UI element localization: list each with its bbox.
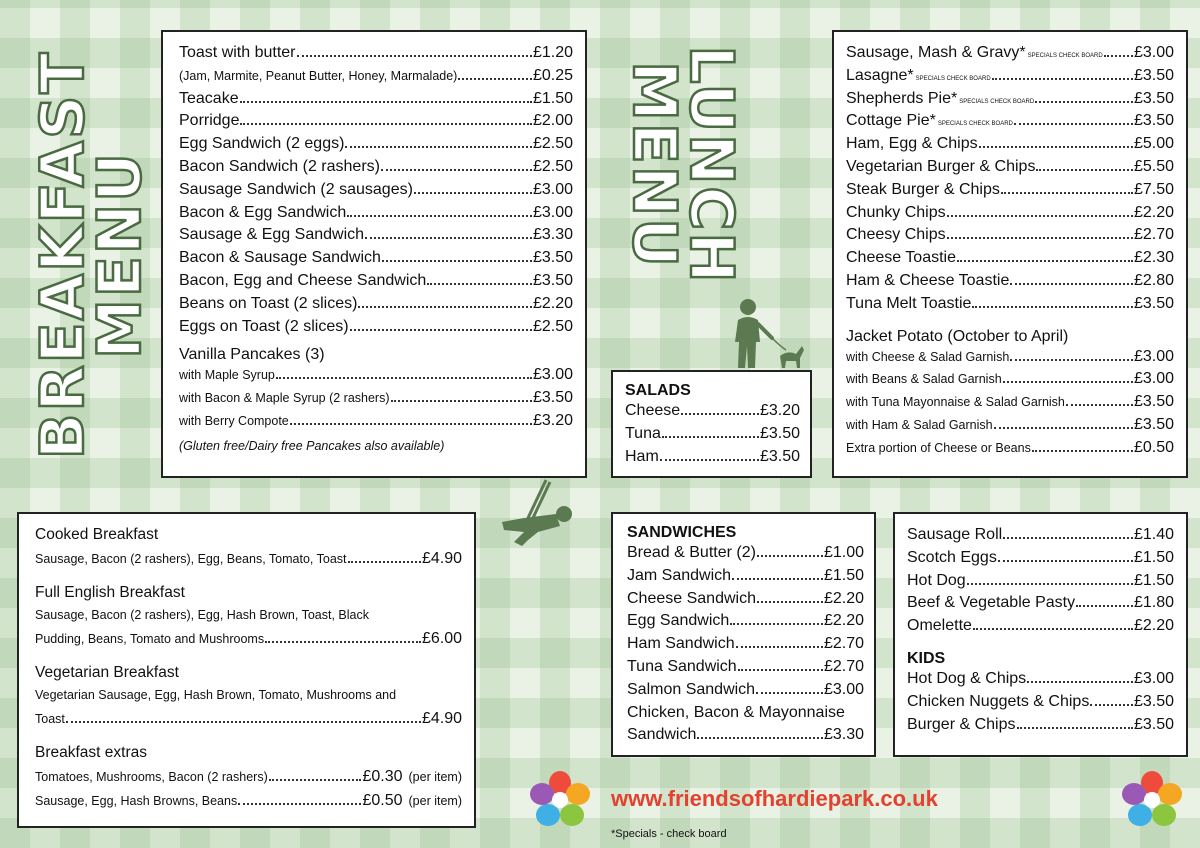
menu-row [846,295,1174,318]
menu-row [846,135,1174,158]
salads-panel [611,370,812,478]
item-label: Vegetarian Burger & Chips [846,157,1036,175]
menu-row [627,590,864,613]
extras-items [35,768,462,816]
item-label: Bread & Butter (2) [627,544,756,561]
item-price: £3.00 [532,180,573,198]
menu-row [907,526,1174,549]
item-price: £2.70 [1133,226,1174,244]
menu-row [179,295,573,318]
menu-row [907,594,1174,617]
menu-row [179,249,573,272]
dog-walker-icon [728,298,806,370]
item-label: Steak Burger & Chips [846,180,1000,198]
item-label: with Cheese & Salad Garnish [846,349,1010,364]
dot-leader [1066,404,1133,406]
menu-row [627,544,864,567]
item-price: £3.50 [1133,66,1174,84]
item-label: Toast with butter [179,44,296,61]
item-label: with Maple Syrup [179,368,275,383]
dot-leader [998,560,1133,562]
item-label: Chunky Chips [846,203,946,221]
item-label: Tuna Melt Toastie [846,294,972,312]
pancakes-note: (Gluten free/Dairy free Pancakes also available) [179,438,445,453]
menu-row [179,204,573,227]
specials-note: SPECIALS CHECK BOARD [915,75,991,82]
dot-leader [1032,450,1133,452]
item-label: Bacon & Sausage Sandwich [179,249,381,267]
item-label: with Bacon & Maple Syrup (2 rashers) [179,391,390,406]
item-label: Scotch Eggs [907,548,997,566]
cooked-breakfast-panel [17,512,476,828]
dot-leader [1090,704,1133,706]
dot-leader [1017,727,1133,729]
cooked-section-description: Vegetarian Sausage, Egg, Hash Brown, Tomato, Mushrooms and [35,688,397,702]
cooked-section-heading: Full English Breakfast [35,584,185,601]
specials-note: SPECIALS CHECK BOARD [959,98,1035,105]
dot-leader [1104,55,1133,57]
item-price: £3.50 [532,249,573,267]
item-label: Extra portion of Cheese or Beans [846,440,1031,455]
dot-leader [365,237,532,239]
dot-leader [660,459,759,461]
dot-leader [757,555,823,557]
item-label: Ham & Cheese Toastie [846,271,1010,289]
dot-leader [345,146,532,148]
item-price: £3.00 [1133,370,1174,388]
dot-leader [1036,169,1133,171]
sandwiches-heading: SANDWICHES [627,524,737,541]
dot-leader [681,413,759,415]
item-price: £3.50 [532,389,573,407]
pancakes-heading: Vanilla Pancakes (3) [179,346,325,364]
breakfast-title-line2: MENU [85,151,155,359]
item-price: £2.50 [532,317,573,335]
item-price: £3.50 [1133,692,1174,710]
dot-leader [66,721,421,723]
dot-leader [979,146,1133,148]
item-label: Cheese Toastie [846,249,956,267]
dot-leader [414,192,532,194]
item-price: £2.20 [1133,203,1174,221]
dot-leader [458,78,532,80]
menu-row [627,658,864,681]
flower-logo-icon [528,770,592,830]
dot-leader [297,55,532,57]
dot-leader [1003,537,1133,539]
item-label: Hot Dog & Chips [907,669,1027,687]
menu-row [625,448,800,471]
menu-row [846,348,1174,371]
menu-row [846,272,1174,295]
item-price: £2.00 [532,112,573,130]
dot-leader [1010,359,1133,361]
item-price: £2.20 [823,612,864,630]
menu-row [35,768,462,792]
dot-leader [994,427,1133,429]
dot-leader [347,215,532,217]
dot-leader [1001,192,1133,194]
item-price: £2.20 [823,589,864,607]
item-price: £0.30 [362,768,403,785]
item-label: Teacake [179,89,239,107]
menu-row [625,402,800,425]
dot-leader [1014,123,1133,125]
dot-leader [1010,283,1133,285]
menu-row [846,204,1174,227]
kids-items [907,670,1174,738]
menu-row [179,412,573,435]
item-price: £3.50 [1133,415,1174,433]
cooked-section-description: Sausage, Bacon (2 rashers), Egg, Hash Brown, Toast, Black [35,608,369,622]
item-price: £2.50 [532,135,573,153]
item-price: £3.50 [759,447,800,465]
dot-leader [1035,101,1133,103]
menu-row [846,44,1174,67]
item-price: £5.50 [1133,157,1174,175]
dot-leader [662,436,759,438]
item-label: (Jam, Marmite, Peanut Butter, Honey, Marmalade) [179,68,458,83]
dot-leader [973,628,1133,630]
dot-leader [738,669,823,671]
item-label: Ham, Egg & Chips [846,135,978,153]
item-price: £1.80 [1133,594,1174,612]
item-price: £3.00 [1133,44,1174,61]
item-label: Toast [35,712,65,726]
website-link[interactable]: www.friendsofhardiepark.co.uk [611,786,938,811]
menu-row [846,439,1174,462]
item-price: £0.25 [532,66,573,84]
dot-leader [967,583,1133,585]
item-price: £4.90 [421,550,462,567]
dot-leader [350,329,532,331]
item-label: Egg Sandwich (2 eggs) [179,135,345,153]
item-label: Ham Sandwich [627,635,735,653]
dot-leader [732,578,823,580]
dot-leader [348,561,421,563]
lunch-title-line2: MENU [619,61,689,269]
item-label: Lasagne* [846,66,914,84]
item-label: Beef & Vegetable Pasty [907,594,1076,612]
item-label: Tuna [625,424,661,442]
specials-note: SPECIALS CHECK BOARD [1027,53,1103,59]
item-price: £3.00 [823,680,864,698]
specials-footnote: *Specials - check board [611,828,727,840]
menu-row [179,90,573,113]
menu-row [846,90,1174,113]
item-price: £2.80 [1133,271,1174,289]
item-price: £2.70 [823,635,864,653]
item-label: Omelette [907,617,972,635]
breakfast-menu-panel [161,30,587,478]
item-label: Sausage Roll [907,526,1003,543]
item-price: £3.50 [759,424,800,442]
cooked-sections [35,526,462,732]
menu-row [846,158,1174,181]
item-label: Hot Dog [907,571,966,589]
menu-row [907,716,1174,739]
cooked-section-heading: Cooked Breakfast [35,526,159,543]
pancake-items [179,366,573,434]
dot-leader [1027,681,1133,683]
menu-row [179,226,573,249]
menu-row [179,366,573,389]
item-label: Bacon, Egg and Cheese Sandwich [179,271,427,289]
menu-row [907,617,1174,640]
item-price: £5.00 [1133,135,1174,153]
menu-row [846,249,1174,272]
item-label: Burger & Chips [907,715,1016,733]
item-label: Cheese [625,402,681,419]
item-price: £7.50 [1133,180,1174,198]
per-item-note: (per item) [408,770,462,784]
item-label: Sausage Sandwich (2 sausages) [179,180,413,198]
item-price: £6.00 [421,630,462,647]
menu-row [627,635,864,658]
item-label: Eggs on Toast (2 slices) [179,317,349,335]
item-label: Chicken Nuggets & Chips [907,692,1090,710]
sandwich-items [627,544,864,704]
item-label: Bacon Sandwich (2 rashers) [179,157,380,175]
dot-leader [947,215,1133,217]
dot-leader [382,260,532,262]
item-price: £3.50 [1133,294,1174,312]
menu-row [627,612,864,635]
item-label: with Ham & Salad Garnish [846,417,993,432]
jacket-potato-items [846,348,1174,462]
item-label: Bacon & Egg Sandwich [179,203,347,221]
snacks-kids-panel [893,512,1188,757]
item-price: £3.50 [1133,715,1174,733]
item-price: £1.50 [1133,548,1174,566]
dot-leader [358,306,531,308]
item-label: Egg Sandwich [627,612,730,630]
menu-row [179,272,573,295]
dot-leader [957,260,1133,262]
item-label: with Beans & Salad Garnish [846,372,1002,387]
menu-row [846,181,1174,204]
menu-row [627,726,864,749]
item-price: £3.50 [532,271,573,289]
item-label: Sausage, Egg, Hash Browns, Beans [35,794,238,808]
dot-leader [697,737,823,739]
dot-leader [972,306,1133,308]
item-price: £3.50 [1133,89,1174,107]
dot-leader [736,646,823,648]
sandwiches-panel [611,512,876,757]
menu-row [846,67,1174,90]
dot-leader [391,400,532,402]
item-price: £3.20 [759,402,800,419]
menu-row [179,318,573,341]
specials-note: SPECIALS CHECK BOARD [937,121,1013,128]
item-price: £2.50 [532,157,573,175]
menu-row [179,389,573,412]
item-price: £1.50 [1133,571,1174,589]
breakfast-title-line1: BREAKFAST [28,50,98,460]
item-label: Beans on Toast (2 slices) [179,294,358,312]
item-price: £2.20 [1133,617,1174,635]
flower-logo-icon [1120,770,1184,830]
menu-row [627,681,864,704]
item-price: £2.70 [823,657,864,675]
kids-heading: KIDS [907,649,946,667]
dot-leader [381,169,532,171]
menu-row [179,158,573,181]
item-price: £3.00 [532,366,573,384]
item-price: £3.30 [532,226,573,244]
jacket-potato-heading: Jacket Potato (October to April) [846,327,1069,345]
item-label: Shepherds Pie* [846,89,958,107]
item-label: with Berry Compote [179,413,289,428]
extras-heading: Breakfast extras [35,744,147,761]
menu-row [907,572,1174,595]
dot-leader [276,377,532,379]
dot-leader [730,623,823,625]
menu-row [846,112,1174,135]
item-price: £3.00 [532,203,573,221]
item-label: Jam Sandwich [627,566,732,584]
menu-row [179,135,573,158]
item-price: £2.30 [1133,249,1174,267]
item-label: Sandwich [627,726,697,744]
item-label: Ham [625,447,659,465]
snack-items [907,526,1174,640]
item-label: Cheesy Chips [846,226,946,244]
menu-row [846,370,1174,393]
menu-row [627,567,864,590]
salad-items [625,402,800,470]
item-label: Salmon Sandwich [627,680,756,698]
item-label: Pudding, Beans, Tomato and Mushrooms [35,632,265,646]
salads-heading: SALADS [625,382,691,399]
item-price: £3.50 [1133,393,1174,411]
item-price: £1.00 [823,544,864,561]
dot-leader [240,101,532,103]
lunch-title-line1: LUNCH [676,45,746,285]
item-price: £0.50 [362,792,403,809]
menu-row [179,44,573,67]
dot-leader [240,123,531,125]
dot-leader [1076,605,1133,607]
menu-row [846,416,1174,439]
item-label: Sausage, Mash & Gravy* [846,44,1026,61]
menu-row [179,112,573,135]
item-label: Cheese Sandwich [627,589,756,607]
item-label: Sausage, Bacon (2 rashers), Egg, Beans, Tomato, Toast [35,552,347,566]
swing-icon [498,478,578,550]
menu-row [35,630,462,652]
item-price: £1.50 [823,566,864,584]
dot-leader [947,237,1133,239]
item-price: £3.50 [1133,112,1174,130]
menu-row [846,393,1174,416]
item-label: Cottage Pie* [846,112,936,130]
dot-leader [265,641,421,643]
dot-leader [992,78,1133,80]
dot-leader [238,803,361,805]
menu-row [907,549,1174,572]
lunch-items [846,44,1174,318]
menu-row [907,670,1174,693]
item-price: £2.20 [532,294,573,312]
item-price: £1.40 [1133,526,1174,543]
menu-row [625,425,800,448]
item-price: £3.20 [532,411,573,429]
menu-row [35,792,462,816]
item-price: £4.90 [421,710,462,727]
item-price: £1.20 [532,44,573,61]
sandwich-last-line1: Chicken, Bacon & Mayonnaise [627,703,845,721]
item-label: Tuna Sandwich [627,657,737,675]
item-price: £3.00 [1133,347,1174,365]
item-label: with Tuna Mayonnaise & Salad Garnish [846,395,1065,410]
item-price: £3.30 [823,726,864,744]
item-label: Sausage & Egg Sandwich [179,226,365,244]
menu-row [35,710,462,732]
menu-row [179,67,573,90]
dot-leader [1003,381,1133,383]
item-price: £0.50 [1133,438,1174,456]
item-label: Porridge [179,112,240,130]
breakfast-items [179,44,573,340]
dot-leader [757,601,823,603]
dot-leader [269,779,362,781]
cooked-section-heading: Vegetarian Breakfast [35,664,179,681]
dot-leader [756,692,823,694]
dot-leader [427,283,532,285]
menu-row [179,181,573,204]
menu-row [35,550,462,572]
menu-row [907,693,1174,716]
lunch-menu-panel [832,30,1188,478]
dot-leader [290,423,532,425]
item-price: £3.00 [1133,669,1174,687]
item-label: Tomatoes, Mushrooms, Bacon (2 rashers) [35,770,268,784]
menu-row [846,226,1174,249]
item-price: £1.50 [532,89,573,107]
per-item-note: (per item) [408,794,462,808]
